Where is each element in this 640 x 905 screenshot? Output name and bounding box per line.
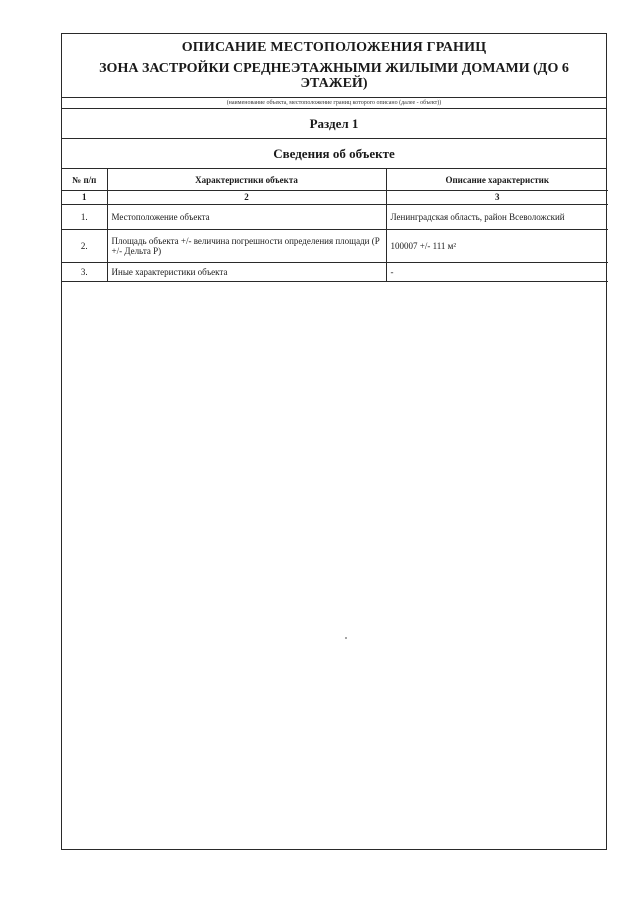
row-number: 1. [62, 205, 107, 230]
scan-speck [345, 637, 347, 639]
section-title: Раздел 1 [62, 109, 606, 139]
row-number: 3. [62, 263, 107, 282]
document-title: ОПИСАНИЕ МЕСТОПОЛОЖЕНИЯ ГРАНИЦ [181, 40, 487, 55]
row-characteristic: Площадь объекта +/- величина погрешности определения площади (P +/- Дельта P) [107, 230, 386, 263]
header-description: Описание характеристик [386, 169, 608, 191]
row-description: - [386, 263, 608, 282]
header-characteristic: Характеристики объекта [107, 169, 386, 191]
object-caption: (наименование объекта, местоположение границ которого описано (далее - объект)) [62, 98, 606, 109]
row-characteristic: Иные характеристики объекта [107, 263, 386, 282]
column-number: 3 [386, 191, 608, 205]
header-number: № п/п [62, 169, 107, 191]
row-number: 2. [62, 230, 107, 263]
table-row [62, 263, 608, 282]
zone-title: ЗОНА ЗАСТРОЙКИ СРЕДНЕЭТАЖНЫМИ ЖИЛЫМИ ДОМАМИ (ДО 6 ЭТАЖЕЙ) [99, 61, 569, 91]
column-number: 2 [107, 191, 386, 205]
table-header-row [62, 169, 608, 191]
document-frame [61, 33, 607, 850]
subsection-title: Сведения об объекте [62, 139, 606, 169]
table-row [62, 230, 608, 263]
table-row [62, 205, 608, 230]
column-number: 1 [62, 191, 107, 205]
column-number-row [62, 191, 608, 205]
row-characteristic: Местоположение объекта [107, 205, 386, 230]
row-description: 100007 +/- 111 м² [386, 230, 608, 263]
row-description: Ленинградская область, район Всеволожский [386, 205, 608, 230]
characteristics-table [62, 169, 608, 282]
title-block [62, 34, 606, 98]
